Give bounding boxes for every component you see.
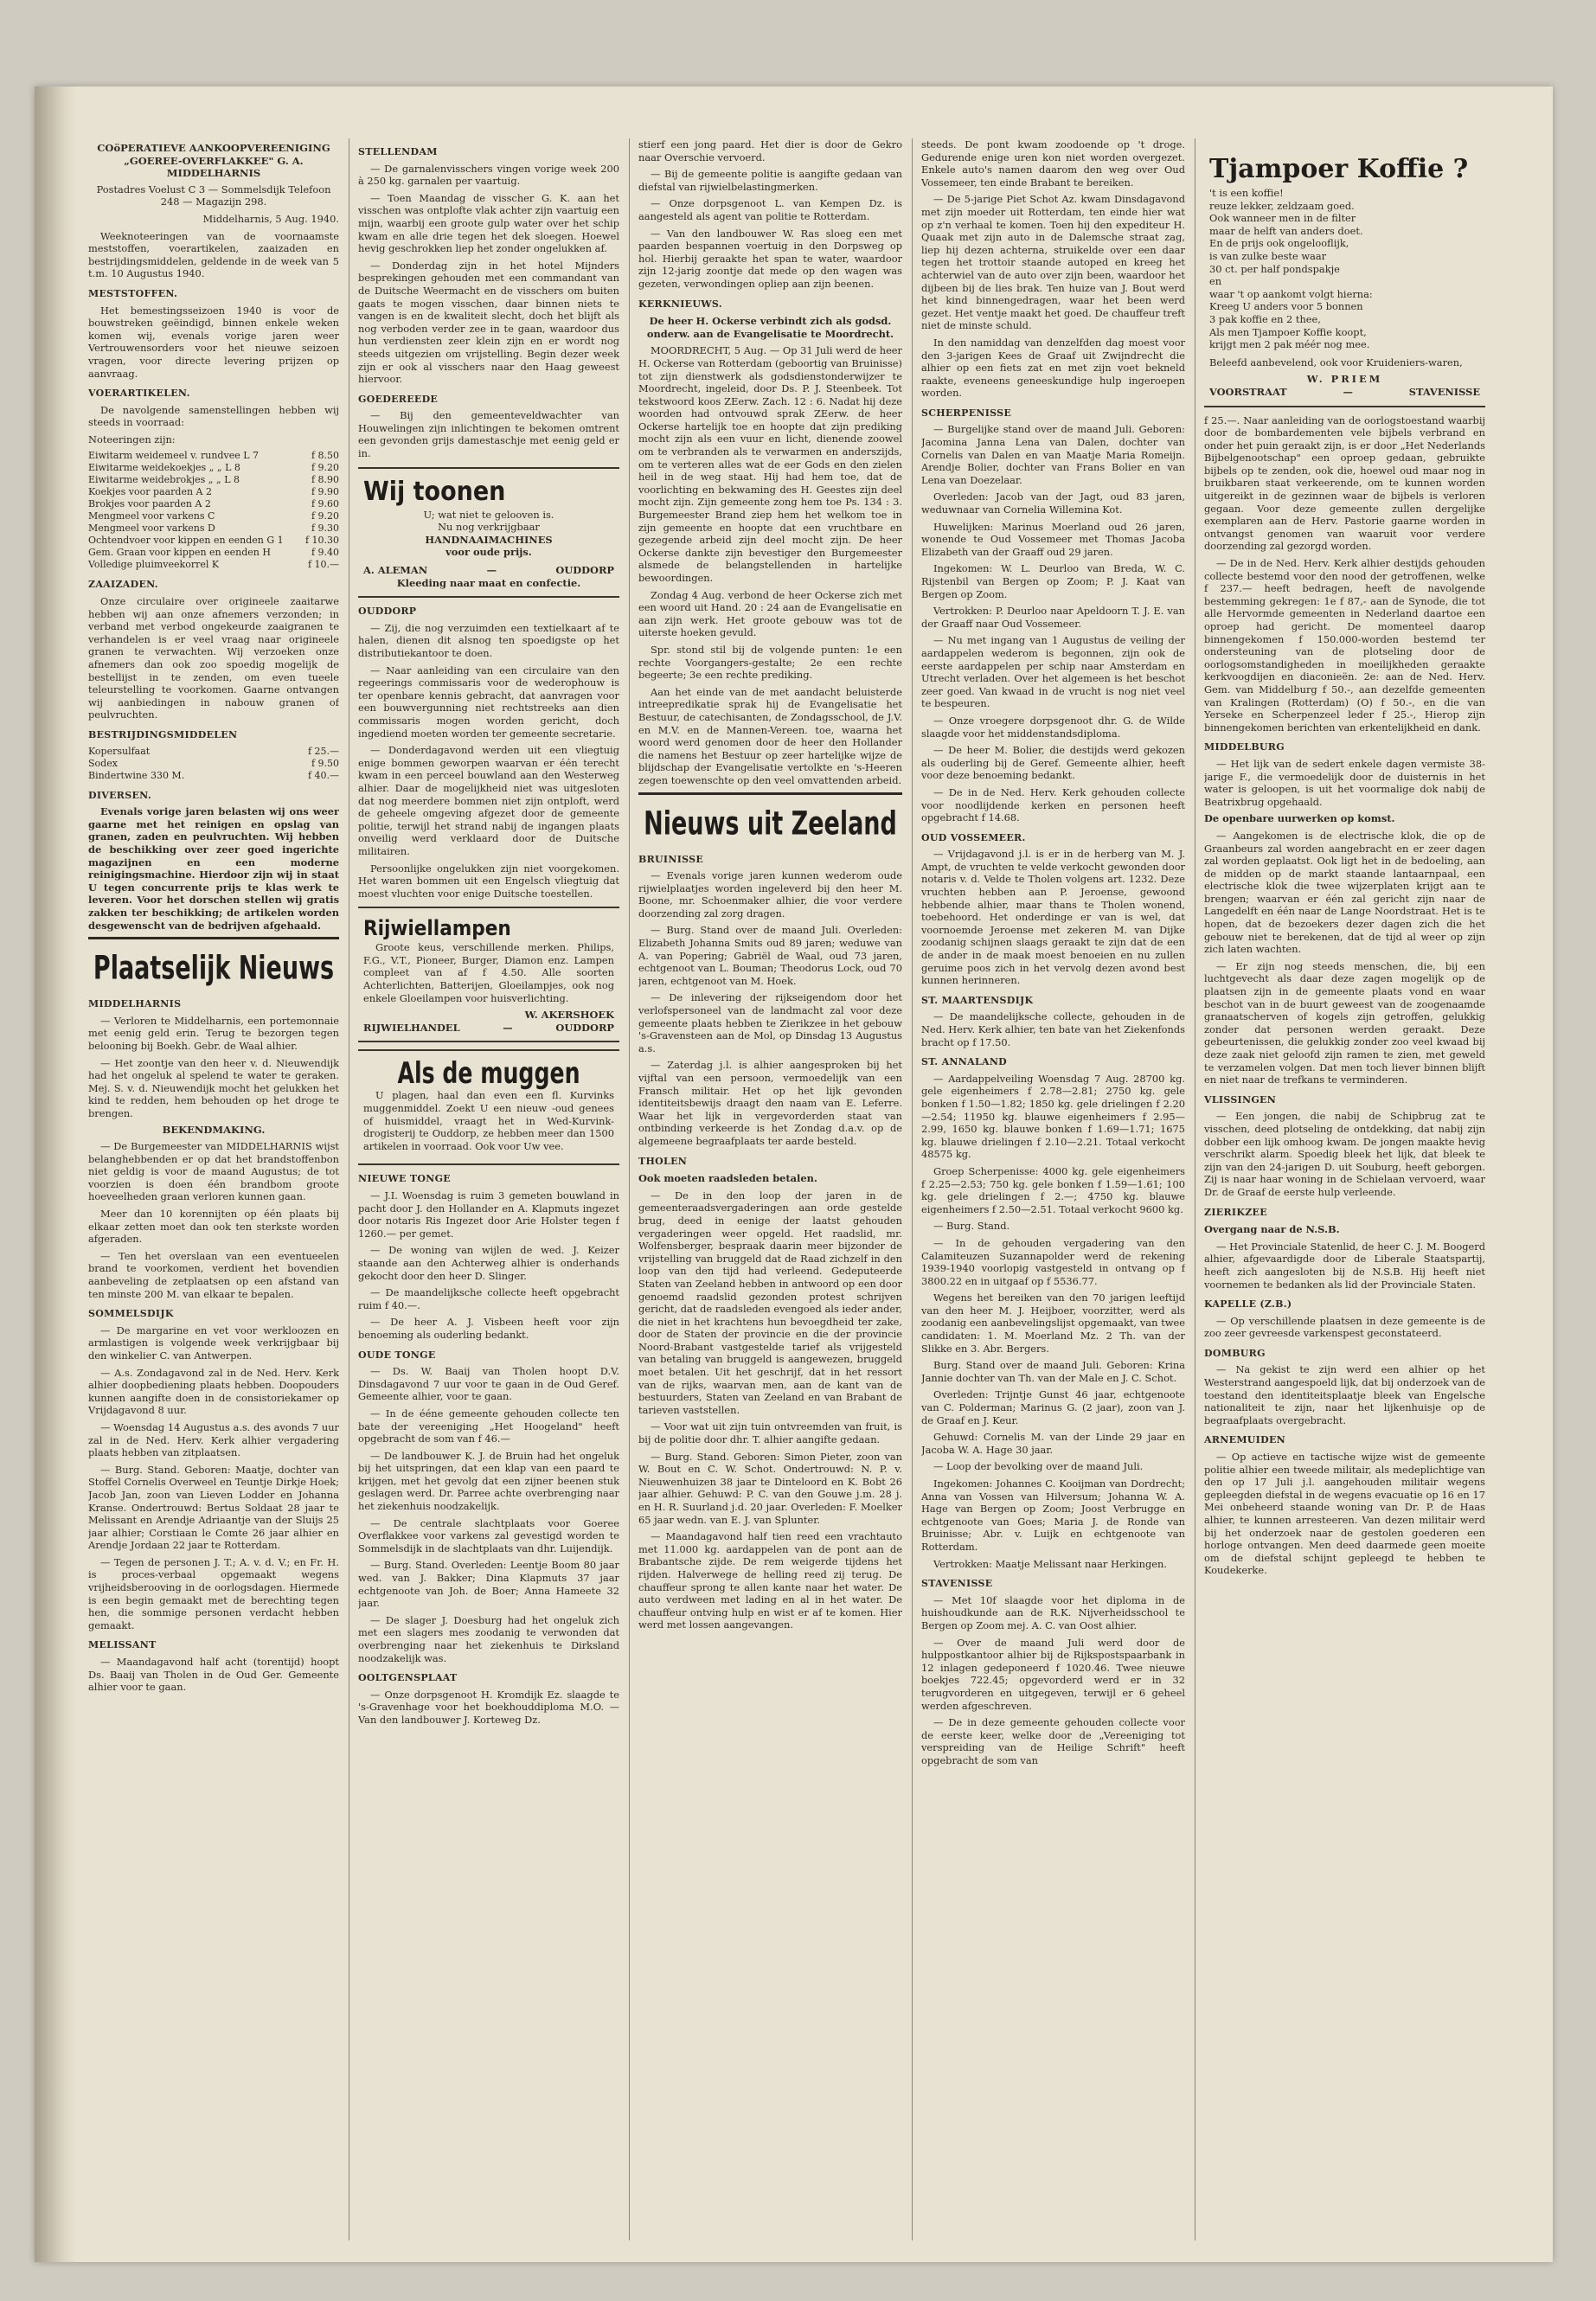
price-row: Koekjes voor paarden A 2 f 9.90: [88, 486, 339, 498]
middelburg-text: — Aangekomen is de electrische klok, die op de Graanbeurs zal worden aangebracht en er zeer dagen zal worden geplaatst. Ook ligt het in de bedoeling, aan de midden op de markt staande lantaarnpaal, een electrische klok die twee wijzerplaten krijgt aan te brengen; waarvan er één zal gericht zijn naar de Langedelft en één naar de Lange Noordstraat. Het is te hopen, dat de bezoekers dezer dagen zich die het gebouw niet te berekenen, dat de tijd al weer op zijn zich laten wachten.: [1204, 829, 1485, 956]
scherpenisse-text: Vertrokken: P. Deurloo naar Apeldoorn T. J. E. van der Graaff naar Oud Vossemeer.: [921, 605, 1185, 630]
column-5: [1204, 138, 1485, 2240]
oude-tonge-heading: OUDE TONGE: [358, 1349, 436, 1361]
price-table: [88, 450, 339, 571]
divider: [88, 937, 339, 939]
coop-intro: Weeknoteeringen van de voornaamste meststoffen, voerartikelen, zaaizaden en bestrijdingsmiddelen, geldende in de week van 5 t.m. 10 Augustus 1940.: [88, 229, 339, 280]
bruinisse-heading: BRUINISSE: [638, 853, 704, 865]
tholen-text-3: — Burg. Stand. Geboren: Simon Pieter, zoon van W. Bout en C. W. Schot. Ondertrouwd: N. P. v. Nieuwenhuizen 38 jaar te Dinteloord en K. Bobt 26 jaar alhier. Gehuwd: P. C. van den Gouwe j.m. 28 j. en H. R. Suurland j.d. 20 jaar. Overleden: F. Moelker 65 jaar wedn. van E. J. van Splunter.: [638, 1450, 902, 1526]
scherpenisse-heading: SCHERPENISSE: [921, 407, 1012, 419]
melissant-text: — Maandagavond half acht (torentijd) hoopt Ds. Baaij van Tholen in de Oud Ger. Gemeente alhier voor te gaan.: [88, 1656, 339, 1694]
nieuwe-tonge-heading: NIEUWE TONGE: [358, 1173, 451, 1185]
bruinisse-text-3: — De inlevering der rijkseigendom door het verlofspersoneel van de landmacht zal voor deze gemeente plaats hebben te Zierikzee in het gebouw 's-Gravensteen aan de Mol, op Dinsdag 13 Augustus a.s.: [638, 991, 902, 1054]
diversen-heading: DIVERSEN.: [88, 789, 151, 801]
column-rule: [629, 138, 630, 2240]
bekendmaking-text-1: — De Burgemeester van MIDDELHARNIS wijst belanghebbenden er op dat het brandstoffenbon niet geldig is voor de maand Augustus; de tot voorzien is doen één brandbom groote hoeveelheden graan verloren kunnen gaan.: [88, 1140, 339, 1203]
scherpenisse-text: — De heer M. Bolier, die destijds werd gekozen als ouderling bij de Geref. Gemeente alhier, heeft voor deze benoeming bedankt.: [921, 744, 1185, 782]
tholen-subheading: Ook moeten raadsleden betalen.: [638, 1172, 817, 1185]
sommelsdijk-text-1: — De margarine en vet voor werkloozen en armlastigen is volgende week verkrijgbaar bij den winkelier C. van Antwerpen.: [88, 1324, 339, 1362]
ooltgensplaat-text: — Onze dorpsgenoot H. Kromdijk Ez. slaagde te 's-Gravenhage voor het boekhouddiploma M.O. — Van den landbouwer J. Korteweg Dz.: [358, 1688, 619, 1726]
sommelsdijk-text-3: — Woensdag 14 Augustus a.s. des avonds 7 uur zal in de Ned. Herv. Kerk alhier vergadering plaats hebben van zitplaatsen.: [88, 1420, 339, 1459]
ouddorp-heading: OUDDORP: [358, 606, 417, 618]
price-row: Eiwitarme weidebrokjes „ „ L 8 f 8.90: [88, 474, 339, 486]
kerknieuws-text-3: Spr. stond stil bij de volgende punten: 1e een rechte Voorgangers-gestalte; 2e een rechte begeerte; 3e een rechte prediking.: [638, 643, 902, 682]
middelburg-text: — Het lijk van de sedert enkele dagen vermiste 38-jarige F., die vermoedelijk door de duisternis in het water is geloopen, is uit het voormalige dok nabij de Beatrixbrug opgehaald.: [1204, 757, 1485, 808]
price-row: Ochtendvoer voor kippen en eenden G 1 f 10.30: [88, 535, 339, 547]
advert-title: Wij toonen: [363, 476, 506, 507]
zaaizaden-heading: ZAAIZADEN.: [88, 579, 158, 591]
stellendam-text-3: — Donderdag zijn in het hotel Mijnders besprekingen gehouden met een commandant van de Duitsche Weermacht en de visschers om buiten gaats te mogen visschen, daar binnen niets te vangen is en de kwaliteit slecht, doch het blijft als nog verboden verder zee in te gaan, waardoor dus hun verdiensten zeer klein zijn en er wordt nog steeds uitgezien om vrijstelling. Begin dezer week zijn er ook al visschers naar den Haag geweest hiervoor.: [358, 259, 619, 386]
col4-text-1: steeds. De pont kwam zoodoende op 't droge. Gedurende enige uren kon niet worden overgezet. Enkele auto's namen daarom den weg over Oud Vossemeer, ten einde Brabant te bereiken.: [921, 138, 1185, 189]
price-row: Mengmeel voor varkens C f 9.20: [88, 510, 339, 522]
column-1: [88, 138, 339, 2240]
price-row: Eiwitarme weidekoekjes „ „ L 8 f 9.20: [88, 462, 339, 474]
st-annaland-text: Wegens het bereiken van den 70 jarigen leeftijd van den heer M. J. Heijboer, voorzitter, werd als zoodanig een aanbevelingslijst opgemaakt, van twee candidaten: 1. M. Moerland Mz. 2 Th. van der Slikke en 3. Abr. Bergers.: [921, 1292, 1185, 1355]
col3-text-1: stierf een jong paard. Het dier is door de Gekro naar Overschie vervoerd.: [638, 138, 902, 163]
advert-akershoek: Rijwiellampen Groote keus, verschillende merken. Philips, F.G., V.T., Pioneer, Burger, Diamon enz. Lampen compleet van af f 4.50. Alle soorten Achterlichten, Batterijen, Gloeilampjes, ook nog enkele Gloeilampen voor huisverlichting. W. AKERSHOEK RIJWIELHANDEL — OUDDORP: [358, 907, 619, 1042]
middelburg-heading: MIDDELBURG: [1204, 741, 1285, 753]
zierikzee-subheading: Overgang naar de N.S.B.: [1204, 1223, 1340, 1236]
kerknieuws-heading: KERKNIEUWS.: [638, 298, 722, 310]
ouddorp-text-2: — Naar aanleiding van een circulaire van den regeerings commissaris voor de wederophouw is ter openbare kennis gebracht, dat aanvragen voor een bouwvergunning niet rechtstreeks aan dien commissaris mogen worden gericht, doch ingediend moeten worden ter gemeente secretarie.: [358, 663, 619, 740]
st-annaland-text: — Burg. Stand.: [933, 1220, 1010, 1233]
bekendmaking-heading: BEKENDMAKING.: [162, 1124, 266, 1137]
scherpenisse-text: — Nu met ingang van 1 Augustus de veiling der aardappelen wederom is begonnen, zijn ook de eerste aardappelen per schip naar Amsterdam en Utrecht verladen. Over het algemeen is het beschot zeer goed. Van kwaad in de vrucht is nog niet veel te bespeuren.: [921, 634, 1185, 710]
st-maartensdijk-text: — De maandelijksche collecte, gehouden in de Ned. Herv. Kerk alhier, ten bate van het Ziekenfonds bracht op f 17.50.: [921, 1010, 1185, 1048]
scherpenisse-text: Ingekomen: W. L. Deurloo van Breda, W. C. Rijstenbil van Bergen op Zoom; P. J. Kaat van Bergen op Zoom.: [921, 562, 1185, 600]
stavenisse-text: — Met 10f slaagde voor het diploma in de huishoudkunde aan de R.K. Nijverheidsschool te Bergen op Zoom mej. A. C. van Oost alhier.: [921, 1593, 1185, 1631]
oude-tonge-text-1: — Ds. W. Baaij van Tholen hoopt D.V. Dinsdagavond 7 uur voor te gaan in de Oud Geref. Gemeente alhier, voor te gaan.: [358, 1365, 619, 1403]
col3-text-3: — Onze dorpsgenoot L. van Kempen Dz. is aangesteld als agent van politie te Rotterdam.: [638, 197, 902, 222]
bekendmaking-text-2: Meer dan 10 korennijten op één plaats bij elkaar zetten moet dan ook ten sterkste worden afgeraden.: [88, 1208, 339, 1246]
oude-tonge-text-4: — De centrale slachtplaats voor Goeree Overflakkee voor varkens zal gevestigd worden te Sommelsdijk in de slachtplaats van dhr. Luijendijk.: [358, 1516, 619, 1554]
coop-title: COöPERATIEVE AANKOOPVEREENIGING „GOEREE-OVERFLAKKEE" G. A. MIDDELHARNIS: [97, 142, 330, 180]
oude-tonge-text-5: — Burg. Stand. Overleden: Leentje Boom 80 jaar wed. van J. Bakker; Dina Klapmuts 37 jaar echtgenoote van Joh. de Boer; Anna Hameete 32 jaar.: [358, 1559, 619, 1610]
stavenisse-text: — De in deze gemeente gehouden collecte voor de eerste keer, welke door de „Vereeniging tot verspreiding van de Heilige Schrift" heeft opgebracht de som van: [921, 1716, 1185, 1766]
vlissingen-heading: VLISSINGEN: [1204, 1093, 1277, 1106]
divider: [638, 792, 902, 795]
nieuwe-tonge-text-1: — J.I. Woensdag is ruim 3 gemeten bouwland in pacht door J. den Hollander en A. Klapmuts ingezet door notaris Ris Ingezet door Arie Holster tegen f 1260.— per gemet.: [358, 1189, 619, 1240]
domburg-text: — Na gekist te zijn werd een alhier op het Westerstrand aangespoeld lijk, dat bij onderzoek van de toestand den identiteitsplaatje bleek van Engelsche nationaliteit te zijn, naar het lijkenhuisje op de begraafplaats overgebracht.: [1204, 1363, 1485, 1426]
domburg-heading: DOMBURG: [1204, 1347, 1266, 1359]
stavenisse-text: — Over de maand Juli werd door de hulppostkantoor alhier bij de Rijkspostspaarbank in 12 inlagen gedeponeerd f 1020.46. Twee nieuwe boekjes 722.45; opgevorderd werd er in 32 terugvorderen en uitgegeven, terwijl er 6 geheel werden afgeschreven.: [921, 1636, 1185, 1712]
tholen-text-2: — Voor wat uit zijn tuin ontvreemden van fruit, is bij de politie door dhr. T. alhier aangifte gedaan.: [638, 1420, 902, 1446]
voerartikelen-heading: VOERARTIKELEN.: [88, 388, 190, 400]
oude-tonge-text-2: — In de ééne gemeente gehouden collecte ten bate der vereeniging „Het Hoogeland" heeft opgebracht de som van f 46.—: [358, 1407, 619, 1445]
stellendam-heading: STELLENDAM: [358, 146, 438, 157]
ouddorp-text-3: — Donderdagavond werden uit een vliegtuig enige bommen geworpen waarvan er één terecht kwam in een perceel bouwland aan den Westerweg alhier. Daar de mogelijkheid niet was uitgesloten dat nog meerdere bommen niet zijn ontploft, werd de geheele omgeving afgezet door de gemeente politie, terwijl het strand nabij de ingangen plaats onveilig werd verklaard door de Duitsche militairen.: [358, 744, 619, 857]
nieuwe-tonge-text-2: — De woning van wijlen de wed. J. Keizer staande aan den Achterweg alhier is onderhands gekocht door den heer D. Slinger.: [358, 1244, 619, 1282]
st-annaland-text: — Aardappelveiling Woensdag 7 Aug. 28700 kg. gele eigenheimers f 2.78—2.81; 2750 kg. gele bonken f 1.50—1.82; 1850 kg. gele drielingen f 2.20—2.54; 11950 kg. blauwe eigenheimers f 2.95—2.99, 1650 kg. blauwe bonken f 1.69—1.71; 1675 kg. blauwe drielingen f 2.10—2.21. Totaal verkocht 48575 kg.: [921, 1072, 1185, 1161]
meststoffen-text: Het bemestingsseizoen 1940 is voor de bouwstreken geëindigd, binnen enkele weken komen wij, evenals vorige jaren weer Vertrouwensorders voor het nieuwe seizoen vragen, voor directe levering prijzen op aanvraag.: [88, 304, 339, 380]
advert-aleman: Wij toonen U; wat niet te gelooven is. Nu nog verkrijgbaar HANDNAAIMACHINES voor oude prijs. A. ALEMAN — OUDDORP Kleeding naar maat en confectie.: [358, 467, 619, 599]
tholen-heading: THOLEN: [638, 1155, 688, 1167]
col5-text-2: — De in de Ned. Herv. Kerk alhier destijds gehouden collecte bestemd voor den nood der getroffenen, welke f 237.— heeft bedragen, heeft de navolgende bestemming gekregen: 1e f 87,- aan de Synode, die tot alle Hervormde gemeenten in Nederland daartoe een oproep had gericht. De momenteel daarop binnengekomen f 150.000-worden bestemd ter ondersteuning van de plotseling door de oorlogsomstandigheden in moeilijkheden geraakte kerkvoogdijen en diaconieën. 2e: aan de Ned. Herv. Gem. van Middelburg f 50.-, aan dezelfde gemeenten van Kralingen (Rotterdam) (O) f 50.-, en die van Yerseke en Scherpenzeel leder f 25.-, Hierop zijn binnengekomen berichten van erkentelijkheid en dank.: [1204, 557, 1485, 734]
melissant-heading: MELISSANT: [88, 1639, 157, 1651]
oud-vossemeer-heading: OUD VOSSEMEER.: [921, 831, 1026, 843]
kerknieuws-text-2: Zondag 4 Aug. verbond de heer Ockerse zich met een woord uit Hand. 20 : 24 aan de Evangelisatie en aan zijn werk. Het groote gebouw was tot de uiterste hoeken gevuld.: [638, 588, 902, 639]
tholen-text-4: — Maandagavond half tien reed een vrachtauto met 11.000 kg. aardappelen van de pont aan de Brabantsche zijde. De rem weigerde tijdens het rijden. Halverwege de helling reed zij terug. De chauffeur sprong te allen kante naar het water. De auto verdween met lading en al in het water. De chauffeur ontving hulp en wist er af te komen. Hier werd met lossen aangevangen.: [638, 1530, 902, 1631]
page-fold-shadow: [35, 87, 76, 2262]
sommelsdijk-heading: SOMMELSDIJK: [88, 1308, 174, 1320]
sommelsdijk-text-2: — A.s. Zondagavond zal in de Ned. Herv. Kerk alhier doopbediening plaats hebben. Doopouders kunnen aangifte doen in de consistoriekamer op Vrijdagavond 8 uur.: [88, 1366, 339, 1417]
bekendmaking-text-3: — Ten het overslaan van een eventueelen brand te voorkomen, verdient het bovendien aanbeveling de zetplaatsen op een afstand van ten minste 200 M. van elkaar te bepalen.: [88, 1249, 339, 1300]
goedereede-text: — Bij den gemeenteveldwachter van Houwelingen zijn inlichtingen te bekomen omtrent een gevonden grijs damestaschje met eenig geld er in.: [358, 409, 619, 460]
bestrijding-table: [88, 746, 339, 782]
scherpenisse-text: — Onze vroegere dorpsgenoot dhr. G. de Wilde slaagde voor het middenstandsdiploma.: [921, 714, 1185, 740]
st-annaland-text: Groep Scherpenisse: 4000 kg. gele eigenheimers f 2.25—2.53; 750 kg. gele bonken f 1.59—1.61; 100 kg. gele drielingen f 2.—; 4750 kg. blauwe eigenheimers f 2.50—2.51. Totaal verkocht 9600 kg.: [921, 1164, 1185, 1215]
price-row: Eiwitarm weidemeel v. rundvee L 7 f 8.50: [88, 450, 339, 462]
nieuws-uit-zeeland-title: Nieuws uit Zeeland: [644, 804, 897, 843]
column-2: [358, 138, 619, 2240]
tholen-text-1: — De in den loop der jaren in de gemeenteraadsvergaderingen aan orde gestelde brug, deed in eenige der laatst gehouden vergaderingen weer opgeld. Het raadslid, mr. Wolfensberger, bespraak daarin meer bijzonder de vrijstelling van bruggeld dat de Raad zichzelf in den loop van den tijd had verleend. Gedeputeerde Staten van Zeeland hebben in antwoord op een door genoemd raadslid gezonden protest schrijven gericht, dat de raadsleden evengoed als ieder ander, die niet in het krachtens hun bevoegdheid ter zake, door de Staten der provincie en die der provincie Noord-Brabant vastgestelde tarief als vrijgesteld van betaling van bruggeld is aangewezen, bruggeld moet betalen. Uit het geschrijf, dat in het ressort van de rijks, waarvan men, aan de kant van de bestuurders, Staten van Zeeland en van Brabant de tarieven vaststellen.: [638, 1189, 902, 1416]
oude-tonge-text-3: — De landbouwer K. J. de Bruin had het ongeluk bij het uitspringen, dat een klap van een paard te krijgen, met het gevolg dat een zijner beenen stuk geslagen werd. Dr. Parree achte overbrenging naar het ziekenhuis noodzakelijk.: [358, 1449, 619, 1513]
middelharnis-text-1: — Verloren te Middelharnis, een portemonnaie met eenig geld erin. Terug te bezorgen tegen belooning bij Boekh. Gebr. de Waal alhier.: [88, 1014, 339, 1052]
advert-title: Tjampoer Koffie ?: [1209, 154, 1469, 184]
nieuwe-tonge-text-4: — De heer A. J. Visbeen heeft voor zijn benoeming als ouderling bedankt.: [358, 1316, 619, 1341]
price-row: Volledige pluimveekorrel K f 10.—: [88, 559, 339, 571]
sommelsdijk-text-5: — Tegen de personen J. T.; A. v. d. V.; en Fr. H. is proces-verbaal opgemaakt wegens vrijheidsberooving in de oorlogsdagen. Hiermede is een begin gemaakt met de berechting tegen hen, die sommige personen verdacht hebben gemaakt.: [88, 1555, 339, 1631]
oude-tonge-text-6: — De slager J. Doesburg had het ongeluk zich met een slagers mes zoodanig te verwonden dat overbrenging naar het ziekenhuis te Dirksland noodzakelijk was.: [358, 1613, 619, 1664]
kapelle-heading: KAPELLE (Z.B.): [1204, 1298, 1292, 1311]
newspaper-page: [35, 87, 1553, 2262]
col3-text-4: — Van den landbouwer W. Ras sloeg een met paarden bespannen voertuig in den Dorpsweg op hol. Hierbij geraakte het span te water, waardoor zijn 12-jarig zoontje dat mede op den wagen was gezeten, verwondingen opliep aan zijn beenen.: [638, 227, 902, 290]
ouddorp-text-4: Persoonlijke ongelukken zijn niet voorgekomen. Het waren bommen uit een Engelsch vliegtuig dat moest vluchten voor enige Duitsche toestellen.: [358, 862, 619, 900]
zaaizaden-text: Onze circulaire over origineele zaaitarwe hebben wij aan onze afnemers verzonden; in verband met verbod ongekeurde zaaigranen te verhandelen is er veel vraag naar origineele granen te verwachten. Wij verzoeken onze afnemers dan ook zoo spoedig mogelijk de bestellijst in te zenden, om even tueele teleurstelling te voorkomen. Gaarne ontvangen wij aanbiedingen in nabouw granen of peulvruchten.: [88, 595, 339, 721]
price-row: Kopersulfaat f 25.—: [88, 745, 339, 757]
kerknieuws-text-1: MOORDRECHT, 5 Aug. — Op 31 Juli werd de heer H. Ockerse van Rotterdam (geboortig van Bruinisse) tot zijn dienstwerk als godsdienstonderwijzer te Moordrecht, ingeleid, door Ds. P. J. Steenbeek. Tot tekstwoord koos ZEerw. Zach. 12 : 6. Nadat hij deze woorden had ontvouwd sprak ZEerw. de heer Ockerse hartelijk toe en hoopte dat zijn prediking mocht zijn als een vuur en licht, dienende zoowel om te verbranden als te verwarmen en anderszijds, om te verteren alles wat de eer Gods en den zielen heil in de weg staat. Hij had hem toe, dat de voorlichting en bekwaming des H. Geestes zijn deel mocht zijn. Zijn gemeente zong hem toe Ps. 134 : 3. Burgemeester Brand ziep hem het welkom toe in zijn gemeente en hoopte dat een vruchtbare en gezegende arbeid zijn deel mocht zijn. De heer Ockerse dankte zijn bevestiger den Burgemeester alsmede de belangstellenden in hartelijke bewoordingen.: [638, 344, 902, 584]
st-annaland-text: — In de gehouden vergadering van den Calamiteuzen Suzannapolder werd de rekening 1939-1940 voorlopig vastgesteld in ontvang op f 3800.22 en in uitgaaf op f 5536.77.: [921, 1236, 1185, 1287]
coop-address: Postadres Voelust C 3 — Sommelsdijk Telefoon 248 — Magazijn 298.: [96, 183, 331, 208]
nieuwe-tonge-text-3: — De maandelijksche collecte heeft opgebracht ruim f 40.—.: [358, 1286, 619, 1311]
price-row: Gem. Graan voor kippen en eenden H f 9.40: [88, 547, 339, 559]
coop-date: Middelharnis, 5 Aug. 1940.: [202, 212, 339, 225]
scherpenisse-text: Overleden: Jacob van der Jagt, oud 83 jaren, weduwnaar van Cornelia Willemina Kot.: [921, 490, 1185, 516]
noteeringen-label: Noteeringen zijn:: [88, 433, 176, 445]
kerknieuws-text-4: Aan het einde van de met aandacht beluisterde intreepredikatie sprak hij de Evangelisatie het Bestuur, de catechisanten, de Zondagsschool, de J.V. en M.V. en de Mannen-Vereen. toe, waarna het woord werd genomen door de heer den Hollander die namens het Bestuur op zeer hartelijke wijze de blijdschap der Evangelisatie vertolkte en 's-Heeren zegen toewenschte op den veel omvattenden arbeid.: [638, 685, 902, 786]
st-annaland-text: Ingekomen: Johannes C. Kooijman van Dordrecht; Anna van Vossen van Hilversum; Johanna W. A. Hage van Bergen op Zoom; Joost Verbrugge en echtgenoote van Goes; Maria J. de Ronde van Bruinisse; Abr. v. Luijk en echtgenoote van Rotterdam.: [921, 1477, 1185, 1553]
col5-text-1: f 25.—. Naar aanleiding van de oorlogstoestand waarbij door de bombardementen vele bijbels verbrand en onder het puin geraakt zijn, is er door „Het Nederlands Bijbelgenootschap" een oproep gedaan, gebruikte bijbels op te zenden, ook die, hoewel oud maar nog in bruikbaren staat verkeerende, om te kunnen worden uitgereikt in de gezinnen waar de bijbels is verloren gegaan. Voor deze gemeente zullen dergelijke exemplaren aan de Herv. Pastorie gaarne worden in ontvangst genomen van waaruit voor verdere doorzending zal gezorgd worden.: [1204, 413, 1485, 553]
bruinisse-text-4: — Zaterdag j.l. is alhier aangesproken bij het vijftal van een persoon, vermoedelijk van een Fransch militair. Het op het lijk gevonden identiteitsbewijs draagt den naam van E. Leferre. Waar het lijk in vergevorderden staat van ontbinding verkeerde is het Zondag d.a.v. op de algemeene begraafplaats ter aarde besteld.: [638, 1059, 902, 1147]
col4-text-3: In den namiddag van denzelfden dag moest voor den 3-jarigen Kees de Graaf uit Zwijndrecht die alhier op een fiets zat en met zijn voet bekneld raakte, eveneens geneeskundige hulp ingeroepen worden.: [921, 336, 1185, 400]
col4-text-2: — De 5-jarige Piet Schot Az. kwam Dinsdagavond met zijn moeder uit Rotterdam, ten einde hier wat op z'n verhaal te komen. Toen hij den expediteur H. Quaak met zijn auto in de Dalemsche straat zag, liep hij dezen achterna, struikelde over een daar tegen het trottoir staande autoped en kreeg het achterwiel van de auto over zijn been, waardoor het dijbeen bij de lies brak. Ten huize van J. Bout werd het kind binnengedragen, waar het been werd gezet. Het ventje maakt het goed. De chauffeur treft niet de minste schuld.: [921, 193, 1185, 332]
price-row: Mengmeel voor varkens D f 9.30: [88, 522, 339, 535]
diversen-text: Evenals vorige jaren belasten wij ons weer gaarne met het reinigen en opslag van granen, zaden en peulvruchten. Wij hebben de beschikking over zeer goed ingerichte magazijnen en een moderne reinigingsmachine. Hierdoor zijn wij in staat U tegen concurrente prijs te klas werk te leveren. Voor het dorschen stellen wij gratis zakken ter beschikking; de artikelen worden desgewenscht van de bedrijven afgehaald.: [88, 805, 339, 932]
st-maartensdijk-heading: ST. MAARTENSDIJK: [921, 994, 1034, 1006]
meststoffen-heading: MESTSTOFFEN.: [88, 287, 178, 299]
price-row: Bindertwine 330 M. f 40.—: [88, 769, 339, 781]
column-4: [921, 138, 1185, 2240]
bruinisse-text-2: — Burg. Stand over de maand Juli. Overleden: Elizabeth Johanna Smits oud 89 jaren; weduwe van A. van Popering; Gabriël de Waal, oud 73 jaren, echtgenoot van L. Bouman; Theodorus Lock, oud 70 jaren, echtgenoot van M. Hoek.: [638, 924, 902, 987]
st-annaland-text: Overleden: Trijntje Gunst 46 jaar, echtgenoote van C. Polderman; Marinus G. (2 jaar), zoon van J. de Graaf en J. Keur.: [921, 1388, 1185, 1426]
col3-text-2: — Bij de gemeente politie is aangifte gedaan van diefstal van rijwielbelastingmerken.: [638, 168, 902, 193]
advert-title: Als de muggen: [397, 1056, 580, 1091]
st-annaland-text: Vertrokken: Maatje Melissant naar Herkingen.: [933, 1557, 1167, 1570]
st-annaland-text: Gehuwd: Cornelis M. van der Linde 29 jaar en Jacoba W. A. Hage 30 jaar.: [921, 1431, 1185, 1456]
goedereede-heading: GOEDEREEDE: [358, 393, 439, 405]
arnemuiden-text: — Op actieve en tactische wijze wist de gemeente politie alhier een tweede militair, als medeplichtige van den op 17 Juli j.l. aangehouden militair wegens gepleegden diefstal in de wegens evacuatie op 16 en 17 Mei onbeheerd staande woning van Dr. P. de Haas alhier, te kunnen arresteeren. Van dezen militair werd bij het onderzoek naar de gestolen goederen een horloge ontvangen. Men deed daarmede geen moeite om de diefstal schijnt gepleegd te hebben te Koudekerke.: [1204, 1451, 1485, 1577]
zierikzee-text: — Het Provinciale Statenlid, de heer C. J. M. Boogerd alhier, afgevaardigde door de Liberale Staatspartij, heeft zich aangesloten bij de N.S.B. Hij heeft niet voornemen te bedanken als lid der Provinciale Staten.: [1204, 1240, 1485, 1291]
kerknieuws-subheading: De heer H. Ockerse verbindt zich als godsd. onderw. aan de Evangelisatie te Moordrecht.: [646, 315, 894, 340]
bestrijdingsmiddelen-heading: BESTRIJDINGSMIDDELEN: [88, 729, 238, 740]
middelharnis-text-2: — Het zoontje van den heer v. d. Nieuwendijk had het ongeluk al spelend te water te geraken. Mej. S. v. d. Nieuwendijk mocht het gelukken het kind te redden, hem behouden op het droge te brengen.: [88, 1056, 339, 1119]
vlissingen-text: — Een jongen, die nabij de Schipbrug zat te visschen, deed plotseling de ontdekking, dat nabij zijn dobber een lijk omhoog kwam. De jongen maakte hevig verschrikt alarm. Spoedig bleek het lijk, dat bleek te zijn van den 24-jarigen D. uit Souburg, heeft geborgen. Zij is naar haar woning in de Schielaan vervoerd, waar Dr. de Graaf de eerste hulp verleende.: [1204, 1110, 1485, 1198]
column-rule: [912, 138, 913, 2240]
scherpenisse-text: — De in de Ned. Herv. Kerk gehouden collecte voor noodlijdende kerken en personen heeft opgebracht f 14.68.: [921, 785, 1185, 824]
sommelsdijk-text-4: — Burg. Stand. Geboren: Maatje, dochter van Stoffel Cornelis Overweel en Teuntje Dirkje Hoek; Jacob Jan, zoon van Lieven Lodder en Johanna Kranse. Ondertrouwd: Bertus Soldaat 28 jaar te Melissant en Arendje Adriaantje van der Sluijs 25 jaar alhier; Corstiaan le Comte 26 jaar alhier en Arendje Jordaan 22 jaar te Rotterdam.: [88, 1463, 339, 1552]
st-annaland-heading: ST. ANNALAND: [921, 1056, 1008, 1068]
middelburg-text: — Er zijn nog steeds menschen, die, bij een luchtgevecht als daar deze zagen mogelijk op de plaatsen zijn in de gemeente plaats vond en waar beschot van in de buurt geweest van de zoogenaamde granaatscherven of kogels zijn getroffen, gelukkig zonder dat personen werden geraakt. Deze gebeurtenissen, die gelukkig zonder zoo veel kwaad bij deze zaak niet geloofd zijn ramen te zien, met geweld te verzamelen volgen. Dat men toch liever binnen blijft en niet naar de trefkans te verminderen.: [1204, 959, 1485, 1086]
kapelle-text: — Op verschillende plaatsen in deze gemeente is de zoo zeer gevreesde varkenspest geconstateerd.: [1204, 1314, 1485, 1340]
ouddorp-text-1: — Zij, die nog verzuimden een textielkaart af te halen, dienen dit alsnog ten spoedigste op het distributiekantoor te doen.: [358, 621, 619, 659]
ooltgensplaat-heading: OOLTGENSPLAAT: [358, 1672, 458, 1684]
scherpenisse-text: — Burgelijke stand over de maand Juli. Geboren: Jacomina Janna Lena van Dalen, dochter van Cornelis van Dalen en van Maatje Maria Romeijn. Arendje Bolier, dochter van Frans Bolier en van Lena van Doezelaar.: [921, 423, 1185, 486]
plaatselijk-nieuws-title: Plaatselijk Nieuws: [93, 949, 335, 988]
zierikzee-heading: ZIERIKZEE: [1204, 1206, 1267, 1218]
st-annaland-text: Burg. Stand over de maand Juli. Geboren: Krina Jannie dochter van Th. van der Male en J. C. Schot.: [921, 1359, 1185, 1384]
stavenisse-heading: STAVENISSE: [921, 1578, 993, 1590]
price-row: Sodex f 9.50: [88, 757, 339, 769]
arnemuiden-heading: ARNEMUIDEN: [1204, 1434, 1286, 1446]
voerartikelen-intro: De navolgende samenstellingen hebben wij steeds in voorraad:: [88, 403, 339, 429]
oud-vossemeer-text: — Vrijdagavond j.l. is er in de herberg van M. J. Ampt, de vruchten te velde verkocht gewonden door notaris v. d. Velde te Tholen volgens art. 1232. Deze vruchten hebben aan P. Jeroense, gewoond hebbende alhier, maar thans te Tholen wonend, toebehoord. Het onderdinge er van is wel, dat voornoemde Jeroense met zekeren M. van Dijke zoodanig schijnen slaags geraakt te zijn dat de een de ander in de maak moest benoeien en nu zullen geruime poos zich in het vervolg dezen avond best kunnen herinneren.: [921, 848, 1185, 987]
st-annaland-text: — Loop der bevolking over de maand Juli.: [933, 1460, 1144, 1473]
advert-tjampoer: Tjampoer Koffie ? 't is een koffie! reuze lekker, zeldzaam goed. Ook wanneer men in de filter maar de helft van anders doet. En de prijs ook ongelooflijk, is van zulke beste waar 30 ct. per half pondspakje en waar 't op aankomt volgt hierna: Kreeg U anders voor 5 bonnen 3 pak koffie en 2 thee, Als men Tjampoer Koffie koopt, krijgt men 2 pak méér nog mee. Beleefd aanbevelend, ook voor Kruideniers-waren, W. PRIEM VOORSTRAAT — STAVENISSE: [1204, 145, 1485, 407]
stellendam-text-1: — De garnalenvisschers vingen vorige week 200 à 250 kg. garnalen per vaartuig.: [358, 162, 619, 188]
middelburg-subheading: De openbare uurwerken op komst.: [1204, 812, 1395, 825]
stellendam-text-2: — Toen Maandag de visscher G. K. aan het visschen was ontplofte vlak achter zijn vaartuig een mijn, waarbij een groote gulp water over het schip kwam en alle drie tegen het dek sloegen. Hoewel hevig geschrokken liep het zonder ongelukken af.: [358, 191, 619, 255]
scherpenisse-text: Huwelijken: Marinus Moerland oud 26 jaren, wonende te Oud Vossemeer met Thomas Jacoba Elizabeth van der Graaff oud 29 jaren.: [921, 520, 1185, 558]
column-3: [638, 138, 902, 2240]
advert-title: Rijwiellampen: [363, 916, 511, 941]
middelharnis-heading: MIDDELHARNIS: [88, 998, 182, 1010]
advert-kurvink: Als de muggen U plagen, haal dan even een fl. Kurvinks muggenmiddel. Zoekt U een nieuw -oud genees of huismiddel, vraagt het in Wed-Kurvink-drogisterij te Ouddorp, ze hebben meer dan 1500 artikelen in voorraad. Ook voor Uw vee.: [358, 1049, 619, 1165]
bruinisse-text-1: — Evenals vorige jaren kunnen wederom oude rijwielplaatjes worden ingeleverd bij den heer M. Boone, mr. Schoenmaker alhier, die voor verdere doorzending zal zorg dragen.: [638, 869, 902, 920]
price-row: Brokjes voor paarden A 2 f 9.60: [88, 498, 339, 510]
